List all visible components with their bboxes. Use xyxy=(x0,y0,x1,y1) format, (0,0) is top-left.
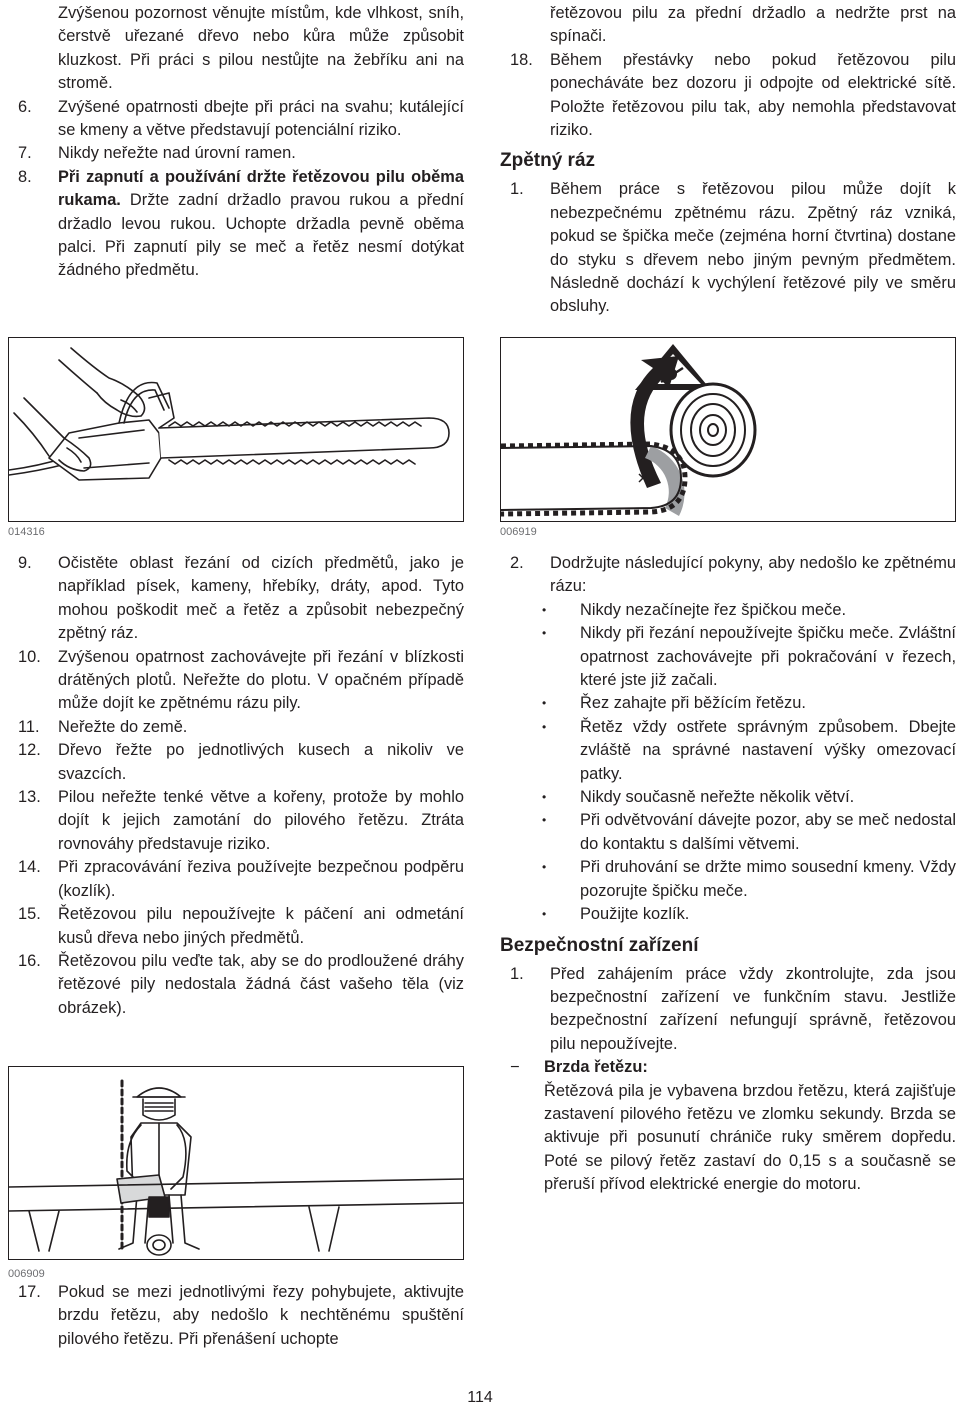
list-item-18 xyxy=(500,49,956,143)
item-9-number: 9. xyxy=(18,554,32,572)
safety-1-number: 1. xyxy=(510,964,524,983)
list-item-16 xyxy=(8,950,464,1020)
list-item-17 xyxy=(8,1281,464,1351)
left-mid-text xyxy=(8,552,464,1020)
safety-item-1 xyxy=(500,963,956,1057)
dash-mark: − xyxy=(510,1058,520,1077)
bullet-text: Řez zahajte při běžícím řetězu. xyxy=(580,694,806,713)
figure-3-code: 006909 xyxy=(8,1268,45,1280)
item-8-number: 8. xyxy=(18,167,32,186)
list-item-15 xyxy=(8,903,464,950)
chain-brake-item xyxy=(500,1056,956,1196)
bullet-item xyxy=(500,599,956,622)
chain-brake-text: Řetězová pila je vybavena brzdou řetězu, která zajišťuje zastavení pilového řetězu ve zlomku sekundy. Brzda se aktivuje při posunutí chrániče ruky směrem dopředu. Poté se pilový řetěz zastaví do 0,15 s a současně se přeruší přívod elektrické energie do motoru. xyxy=(544,1081,956,1194)
item-10-number: 10. xyxy=(18,647,41,666)
item-17-number: 17. xyxy=(18,1283,41,1301)
bullet-mark: • xyxy=(542,602,547,617)
item-6-number: 6. xyxy=(18,97,32,116)
list-item-10 xyxy=(8,646,464,716)
list-item-8 xyxy=(8,166,464,283)
bullet-text: Řetěz vždy ostřete správným způsobem. Dbejte zvláště na správné nastavení výšky omezovací patky. xyxy=(580,717,956,783)
bullet-mark: • xyxy=(542,719,547,734)
kickback-heading: Zpětný ráz xyxy=(500,150,596,172)
item-13-number: 13. xyxy=(18,788,41,807)
figure-2-code: 006919 xyxy=(500,526,537,538)
bullet-item xyxy=(500,786,956,809)
figure-1-code: 014316 xyxy=(8,526,45,538)
item-15-number: 15. xyxy=(18,905,41,924)
item-14-text: Při zpracovávání řeziva používejte bezpečnou podpěru (kozlík). xyxy=(58,858,464,900)
item-8-bold-text: Při zapnutí a používání držte řetězovou pilu oběma rukama. xyxy=(58,167,464,210)
item-10-text: Zvýšenou opatrnost zachovávejte při řezání v blízkosti drátěných plotů. Neřežte do plotu. V opačném případě může dojít ke zpětnému rázu pily. xyxy=(58,647,464,713)
bullet-text: Nikdy při řezání nepoužívejte špičku meče. Zvláštní opatrnost zachovávejte při pokračování v řezech, které jste již začali. xyxy=(580,624,956,690)
item-7-number: 7. xyxy=(18,144,32,163)
left-top-text xyxy=(8,2,464,283)
list-item-6 xyxy=(8,96,464,143)
bullet-mark: • xyxy=(542,860,547,875)
item-11-text: Neřežte do země. xyxy=(58,717,188,736)
item-17-cont-text: řetězovou pilu za přední držadlo a nedržte prst na spínači. xyxy=(550,4,956,46)
item-17-text: Pokud se mezi jednotlivými řezy pohybujete, aktivujte brzdu řetězu, aby nedošlo k nechtěnému spuštění pilového řetězu. Při přenášení uchopte xyxy=(58,1283,464,1348)
right-top-text xyxy=(500,2,956,319)
safety-devices-heading: Bezpečnostní zařízení xyxy=(500,934,699,956)
bullet-text: Použijte kozlík. xyxy=(580,905,690,924)
bullet-text: Nikdy nezačínejte řez špičkou meče. xyxy=(580,600,847,619)
bullet-mark: • xyxy=(542,790,547,805)
kickback-1-number: 1. xyxy=(510,180,524,199)
list-item-14 xyxy=(8,856,464,903)
item-12-text: Dřevo řežte po jednotlivých kusech a nikoliv ve svazcích. xyxy=(58,741,464,783)
kickback-bullet-list xyxy=(500,599,956,927)
bullet-text: Nikdy současně neřežte několik větví. xyxy=(580,788,855,807)
figure-kickback xyxy=(500,337,956,522)
kickback-item-2 xyxy=(500,552,956,599)
bullet-mark: • xyxy=(542,626,547,641)
item-18-text: Během přestávky nebo pokud řetězovou pilu ponecháváte bez dozoru ji odpojte od elektrické sítě. Položte řetězovou pilu tak, aby nemohla představovat riziko. xyxy=(550,50,956,140)
safety-1-text: Před zahájením práce vždy zkontrolujte, zda jsou bezpečnostní zařízení ve funkčním stavu. Jestliže bezpečnostní zařízení nefungují správně, řetězovou pilu nepoužívejte. xyxy=(550,964,956,1053)
bullet-item xyxy=(500,903,956,926)
list-item-11 xyxy=(8,716,464,739)
item-12-number: 12. xyxy=(18,741,41,760)
kickback-2-number: 2. xyxy=(510,554,524,572)
left-bottom-text xyxy=(8,1281,464,1351)
bullet-item xyxy=(500,692,956,715)
right-mid-text xyxy=(500,552,956,1197)
item-5-text: Zvýšenou pozornost věnujte místům, kde vlhkost, sníh, čerstvě uřezané dřevo nebo kůra může způsobit kluzkost. Při práci s pilou nestůjte na žebříku ani na stromě. xyxy=(58,4,464,93)
list-item-12 xyxy=(8,739,464,786)
bullet-item xyxy=(500,856,956,903)
item-14-number: 14. xyxy=(18,858,41,877)
bullet-mark: • xyxy=(542,813,547,828)
chain-brake-title: Brzda řetězu: xyxy=(544,1058,648,1077)
page-number: 114 xyxy=(467,1389,493,1406)
item-6-text: Zvýšené opatrnosti dbejte při práci na svahu; kutálející se kmeny a větve představují potenciální riziko. xyxy=(58,97,464,140)
bullet-item xyxy=(500,716,956,786)
bullet-mark: • xyxy=(542,696,547,711)
item-18-number: 18. xyxy=(510,50,533,69)
kickback-2-text: Dodržujte následující pokyny, aby nedošlo ke zpětnému rázu: xyxy=(550,554,956,596)
chainsaw-illustration xyxy=(9,338,463,521)
bullet-text: Při druhování se držte mimo sousední kmeny. Vždy pozorujte špičku meče. xyxy=(580,858,956,900)
item-5-continuation xyxy=(8,2,464,96)
item-8-text: Držte zadní držadlo pravou rukou a přední držadlo levou rukou. Uchopte držadla pevně oběma palci. Při zapnutí pily se meč a řetěz nesmí dotýkat žádného předmětu. xyxy=(58,191,464,280)
item-16-text: Řetězovou pilu veďte tak, aby se do prodloužené dráhy řetězové pily nedostala žádná část vašeho těla (viz obrázek). xyxy=(58,951,464,1017)
bullet-text: Při odvětvování dávejte pozor, aby se meč nedostal do kontaktu s dalšími větvemi. xyxy=(580,811,956,853)
item-11-number: 11. xyxy=(18,717,40,736)
operator-illustration xyxy=(9,1067,463,1259)
kickback-illustration xyxy=(501,338,955,521)
item-9-text: Očistěte oblast řezání od cizích předmětů, jako je například písek, kameny, hřebíky, dráty, apod. Tyto mohou poškodit meč a řetěz a způsobit nebezpečný zpětný ráz. xyxy=(58,554,464,643)
item-17-continuation xyxy=(500,2,956,49)
item-7-text: Nikdy neřežte nad úrovní ramen. xyxy=(58,144,296,163)
bullet-mark: • xyxy=(542,907,547,922)
item-16-number: 16. xyxy=(18,951,41,970)
item-13-text: Pilou neřežte tenké větve a kořeny, protože by mohlo dojít k jejich zamotání do pilového řetězu. Ztráta rovnováhy představuje riziko. xyxy=(58,788,464,853)
list-item-7 xyxy=(8,142,464,165)
kickback-item-1 xyxy=(500,178,956,318)
bullet-item xyxy=(500,622,956,692)
list-item-9 xyxy=(8,552,464,646)
list-item-13 xyxy=(8,786,464,856)
figure-two-hand-grip xyxy=(8,337,464,522)
kickback-1-text: Během práce s řetězovou pilou může dojít k nebezpečnému zpětnému rázu. Zpětný ráz vzniká, pokud se špička meče (zejména horní čtvrtina) dostane do styku s dřevem nebo jiným pevným předmětem. Následně dochází k vychýlení řetězové pily ve směru obsluhy. xyxy=(550,180,956,316)
item-15-text: Řetězovou pilu nepoužívejte k páčení ani odmetání kusů dřeva nebo jiných předmětů. xyxy=(58,905,464,947)
bullet-item xyxy=(500,809,956,856)
figure-operator-stance xyxy=(8,1066,464,1260)
